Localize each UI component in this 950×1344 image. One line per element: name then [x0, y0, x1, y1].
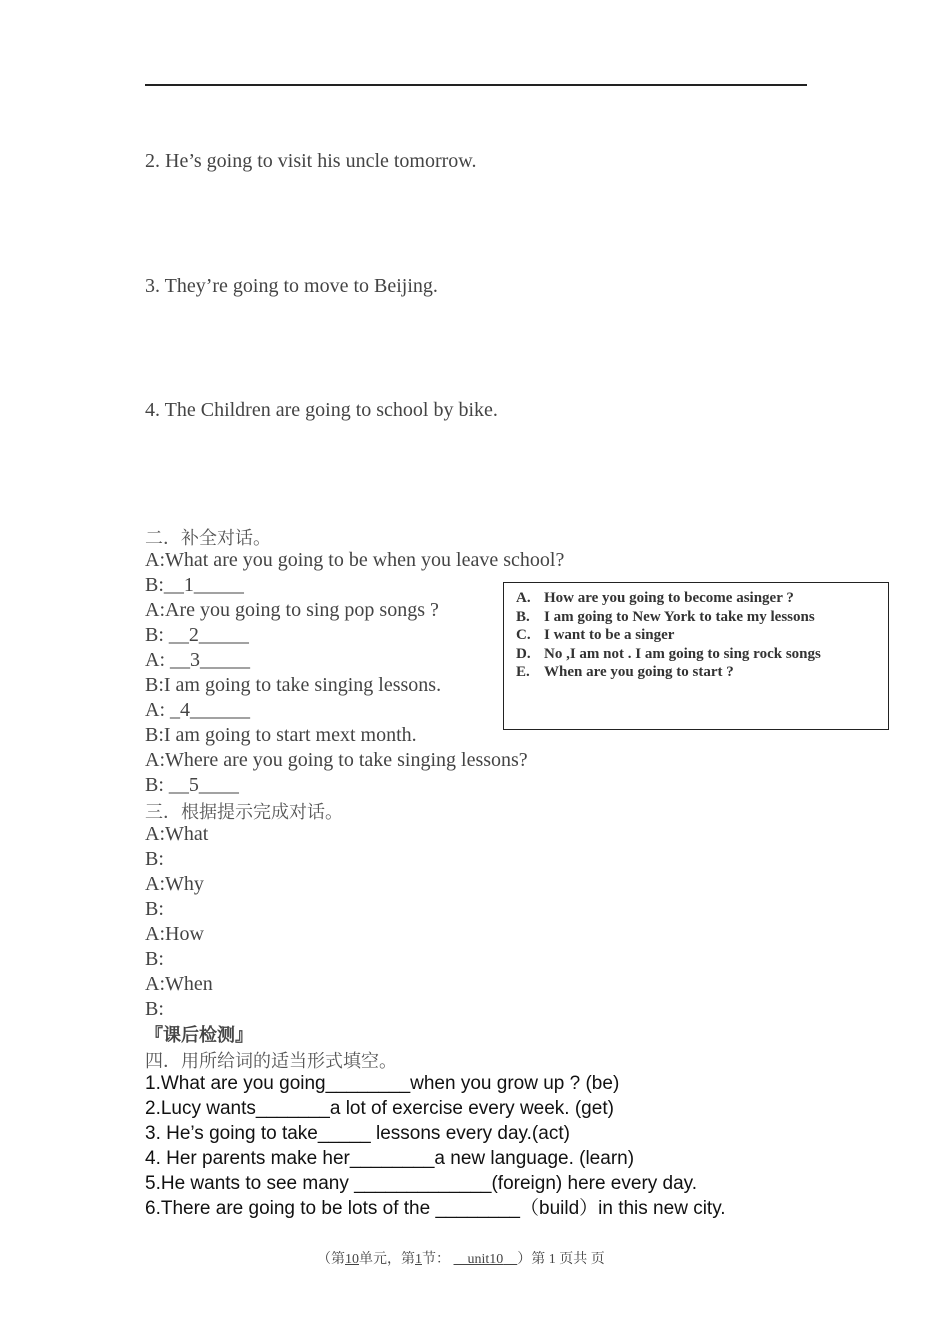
- dialogue-3: [145, 822, 213, 1022]
- dialogue-line: A:Why: [145, 873, 204, 895]
- option-e: E. When are you going to start ?: [516, 664, 734, 680]
- section-number: 1: [415, 1252, 422, 1267]
- dialogue-line: B:I am going to start mext month.: [145, 724, 417, 746]
- fill-in-item: 6.There are going to be lots of the ________（build）in this new city.: [145, 1198, 726, 1219]
- section3-heading: 三．根据提示完成对话。: [145, 802, 343, 823]
- unit-number: 10: [345, 1252, 359, 1267]
- dialogue-line: B:: [145, 948, 164, 970]
- dialogue-line: A:Where are you going to take singing lessons?: [145, 749, 528, 771]
- dialogue-line: B:__1_____: [145, 574, 244, 596]
- top-rule: [145, 84, 807, 86]
- fill-in-item: 5.He wants to see many _____________(foreign) here every day.: [145, 1173, 698, 1194]
- option-a: A. How are you going to become asinger ?: [516, 590, 794, 606]
- section4-heading: 四．用所给词的适当形式填空。: [145, 1051, 397, 1072]
- dialogue-line: A: _4______: [145, 699, 250, 721]
- question-3: 3. They’re going to move to Beijing.: [145, 275, 438, 297]
- footer-text: ）第 1 页共 页: [517, 1252, 605, 1267]
- topic-name: unit10: [467, 1252, 504, 1267]
- dialogue-line: A: __3_____: [145, 649, 250, 671]
- fill-in-item: 4. Her parents make her________a new language. (learn): [145, 1148, 635, 1169]
- dialogue-line: A:What: [145, 823, 209, 845]
- footer-text: 节：: [422, 1252, 450, 1267]
- dialogue-line: B:: [145, 998, 164, 1020]
- question-2: 2. He’s going to visit his uncle tomorrow.: [145, 150, 477, 172]
- dialogue-line: B:I am going to take singing lessons.: [145, 674, 442, 696]
- options-box: [503, 582, 889, 730]
- fill-in-list: [145, 1071, 726, 1221]
- section2-heading: 二．补全对话。: [145, 528, 271, 549]
- footer-text: 单元，第: [359, 1252, 415, 1267]
- dialogue-line: B: __5____: [145, 774, 239, 796]
- dialogue-line: A:Are you going to sing pop songs ?: [145, 599, 439, 621]
- dialogue-line: B: __2_____: [145, 624, 249, 646]
- dialogue-line: A:What are you going to be when you leave school?: [145, 549, 565, 571]
- option-b: B. I am going to New York to take my lessons: [516, 608, 815, 625]
- fill-in-item: 1.What are you going________when you grow up ? (be): [145, 1073, 620, 1094]
- dialogue-line: A:How: [145, 923, 204, 945]
- dialogue-line: B:: [145, 848, 164, 870]
- fill-in-item: 3. He’s going to take_____ lessons every day.(act): [145, 1123, 570, 1144]
- option-c: C. I want to be a singer: [516, 627, 675, 643]
- dialogue-2: [145, 548, 564, 798]
- dialogue-line: A:When: [145, 973, 213, 995]
- question-4: 4. The Children are going to school by bike.: [145, 399, 498, 421]
- fill-in-item: 2.Lucy wants_______a lot of exercise every week. (get): [145, 1098, 614, 1119]
- dialogue-line: B:: [145, 898, 164, 920]
- footer-text: （第: [317, 1252, 345, 1267]
- page-footer: [317, 1248, 605, 1268]
- option-d: D. No ,I am not . I am going to sing rock songs: [516, 645, 821, 662]
- after-class-title: 『课后检测』: [145, 1025, 253, 1046]
